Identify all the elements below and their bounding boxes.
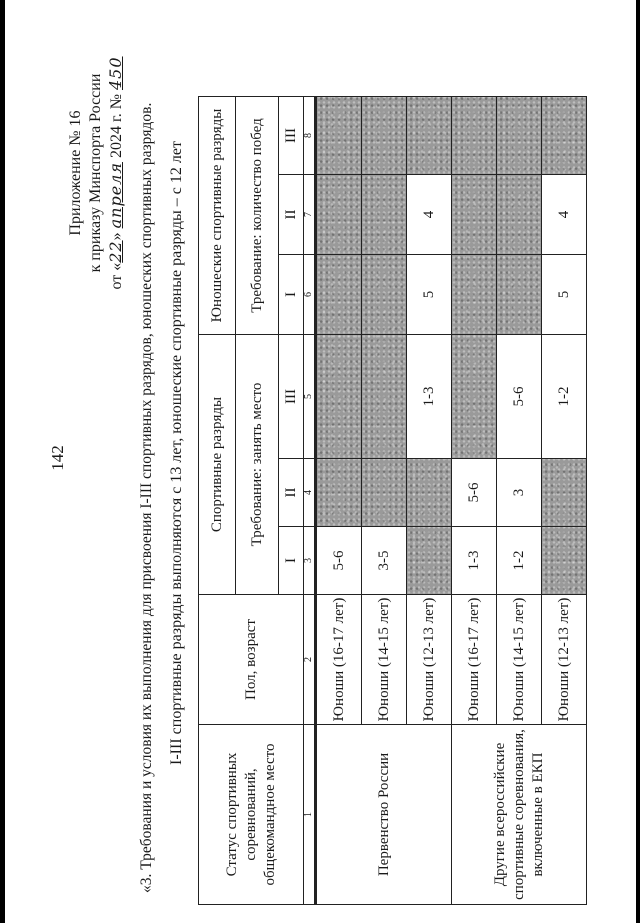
header-req-wins: Требование: количество побед: [236, 96, 279, 334]
requirement-cell-y1: 5: [542, 254, 587, 334]
age-group-cell: Юноши (14-15 лет): [497, 595, 542, 725]
requirement-cell-y1: [497, 254, 542, 334]
header-req-place: Требование: занять место: [236, 334, 279, 594]
requirement-cell-y1: [316, 254, 362, 334]
requirement-cell-r3: [316, 334, 362, 458]
column-number: 5: [304, 334, 316, 458]
requirement-cell-r1: 3-5: [362, 527, 407, 595]
requirement-cell-r1: [542, 527, 587, 595]
column-number: 7: [304, 174, 316, 254]
header-youth-3: III: [279, 96, 304, 174]
appendix-order: к приказу Минспорта России: [87, 73, 104, 273]
requirement-cell-y3: [316, 96, 362, 174]
requirement-cell-r2: [407, 459, 452, 527]
column-number: 6: [304, 254, 316, 334]
column-number: 3: [304, 527, 316, 595]
requirement-cell-y1: [362, 254, 407, 334]
requirement-cell-r2: 5-6: [452, 459, 497, 527]
column-number: 4: [304, 459, 316, 527]
requirement-cell-r2: 3: [497, 459, 542, 527]
appendix-date-line: от «22» апреля 2024 г. № 450: [106, 56, 125, 290]
requirement-cell-y1: 5: [407, 254, 452, 334]
requirement-cell-y2: [452, 174, 497, 254]
requirement-cell-r2: [316, 459, 362, 527]
age-group-cell: Юноши (16-17 лет): [316, 595, 362, 725]
requirement-cell-y2: 4: [407, 174, 452, 254]
requirement-cell-y3: [452, 96, 497, 174]
header-status: Статус спортивных соревнований, общекомандное место: [199, 725, 304, 905]
requirement-cell-r1: 1-3: [452, 527, 497, 595]
header-youth-2: II: [279, 174, 304, 254]
requirement-cell-r1: 1-2: [497, 527, 542, 595]
header-sport-ranks: Спортивные разряды: [199, 334, 236, 594]
requirement-cell-y2: [316, 174, 362, 254]
header-rank-1: I: [279, 527, 304, 595]
competition-status-cell: Первенство России: [316, 725, 452, 905]
column-number: 8: [304, 96, 316, 174]
column-number: 2: [304, 595, 316, 725]
requirement-cell-r3: 1-3: [407, 334, 452, 458]
requirement-cell-r3: [452, 334, 497, 458]
appendix-title: Приложение № 16: [67, 110, 84, 236]
section-heading: «3. Требования и условия их выполнения для присвоения I-III спортивных разрядов, юношеских спортивных разрядов.: [138, 102, 155, 893]
header-rank-3: III: [279, 334, 304, 458]
requirement-cell-y3: [362, 96, 407, 174]
requirement-cell-r1: [407, 527, 452, 595]
age-group-cell: Юноши (12-13 лет): [407, 595, 452, 725]
requirement-cell-y3: [542, 96, 587, 174]
requirement-cell-y3: [407, 96, 452, 174]
header-youth-ranks: Юношеские спортивные разряды: [199, 96, 236, 334]
requirement-cell-y2: [497, 174, 542, 254]
requirement-cell-r3: 5-6: [497, 334, 542, 458]
handwritten-day: 22: [106, 240, 125, 263]
requirement-cell-y2: 4: [542, 174, 587, 254]
age-group-cell: Юноши (14-15 лет): [362, 595, 407, 725]
requirement-cell-r2: [362, 459, 407, 527]
requirement-cell-y3: [497, 96, 542, 174]
requirements-table: [198, 96, 587, 905]
header-youth-1: I: [279, 254, 304, 334]
requirement-cell-y2: [362, 174, 407, 254]
age-group-cell: Юноши (12-13 лет): [542, 595, 587, 725]
header-rank-2: II: [279, 459, 304, 527]
competition-status-cell: Другие всероссийские спортивные соревнования, включенные в ЕКП: [452, 725, 587, 905]
table-row: [316, 96, 362, 904]
column-number: 1: [304, 725, 316, 905]
requirement-cell-r1: 5-6: [316, 527, 362, 595]
requirement-cell-r3: 1-2: [542, 334, 587, 458]
age-group-cell: Юноши (16-17 лет): [452, 595, 497, 725]
column-number-row: [304, 96, 316, 904]
requirement-cell-y1: [452, 254, 497, 334]
header-gender-age: Пол, возраст: [199, 595, 304, 725]
table-row: [452, 96, 497, 904]
requirement-cell-r3: [362, 334, 407, 458]
table-caption: I-III спортивные разряды выполняются с 13 лет, юношеские спортивные разряды – с 12 лет: [168, 141, 185, 765]
requirement-cell-r2: [542, 459, 587, 527]
page-number: 142: [48, 445, 67, 471]
handwritten-month: апреля: [106, 162, 125, 229]
handwritten-number: 450: [106, 56, 125, 91]
appendix-block: [66, 23, 127, 323]
